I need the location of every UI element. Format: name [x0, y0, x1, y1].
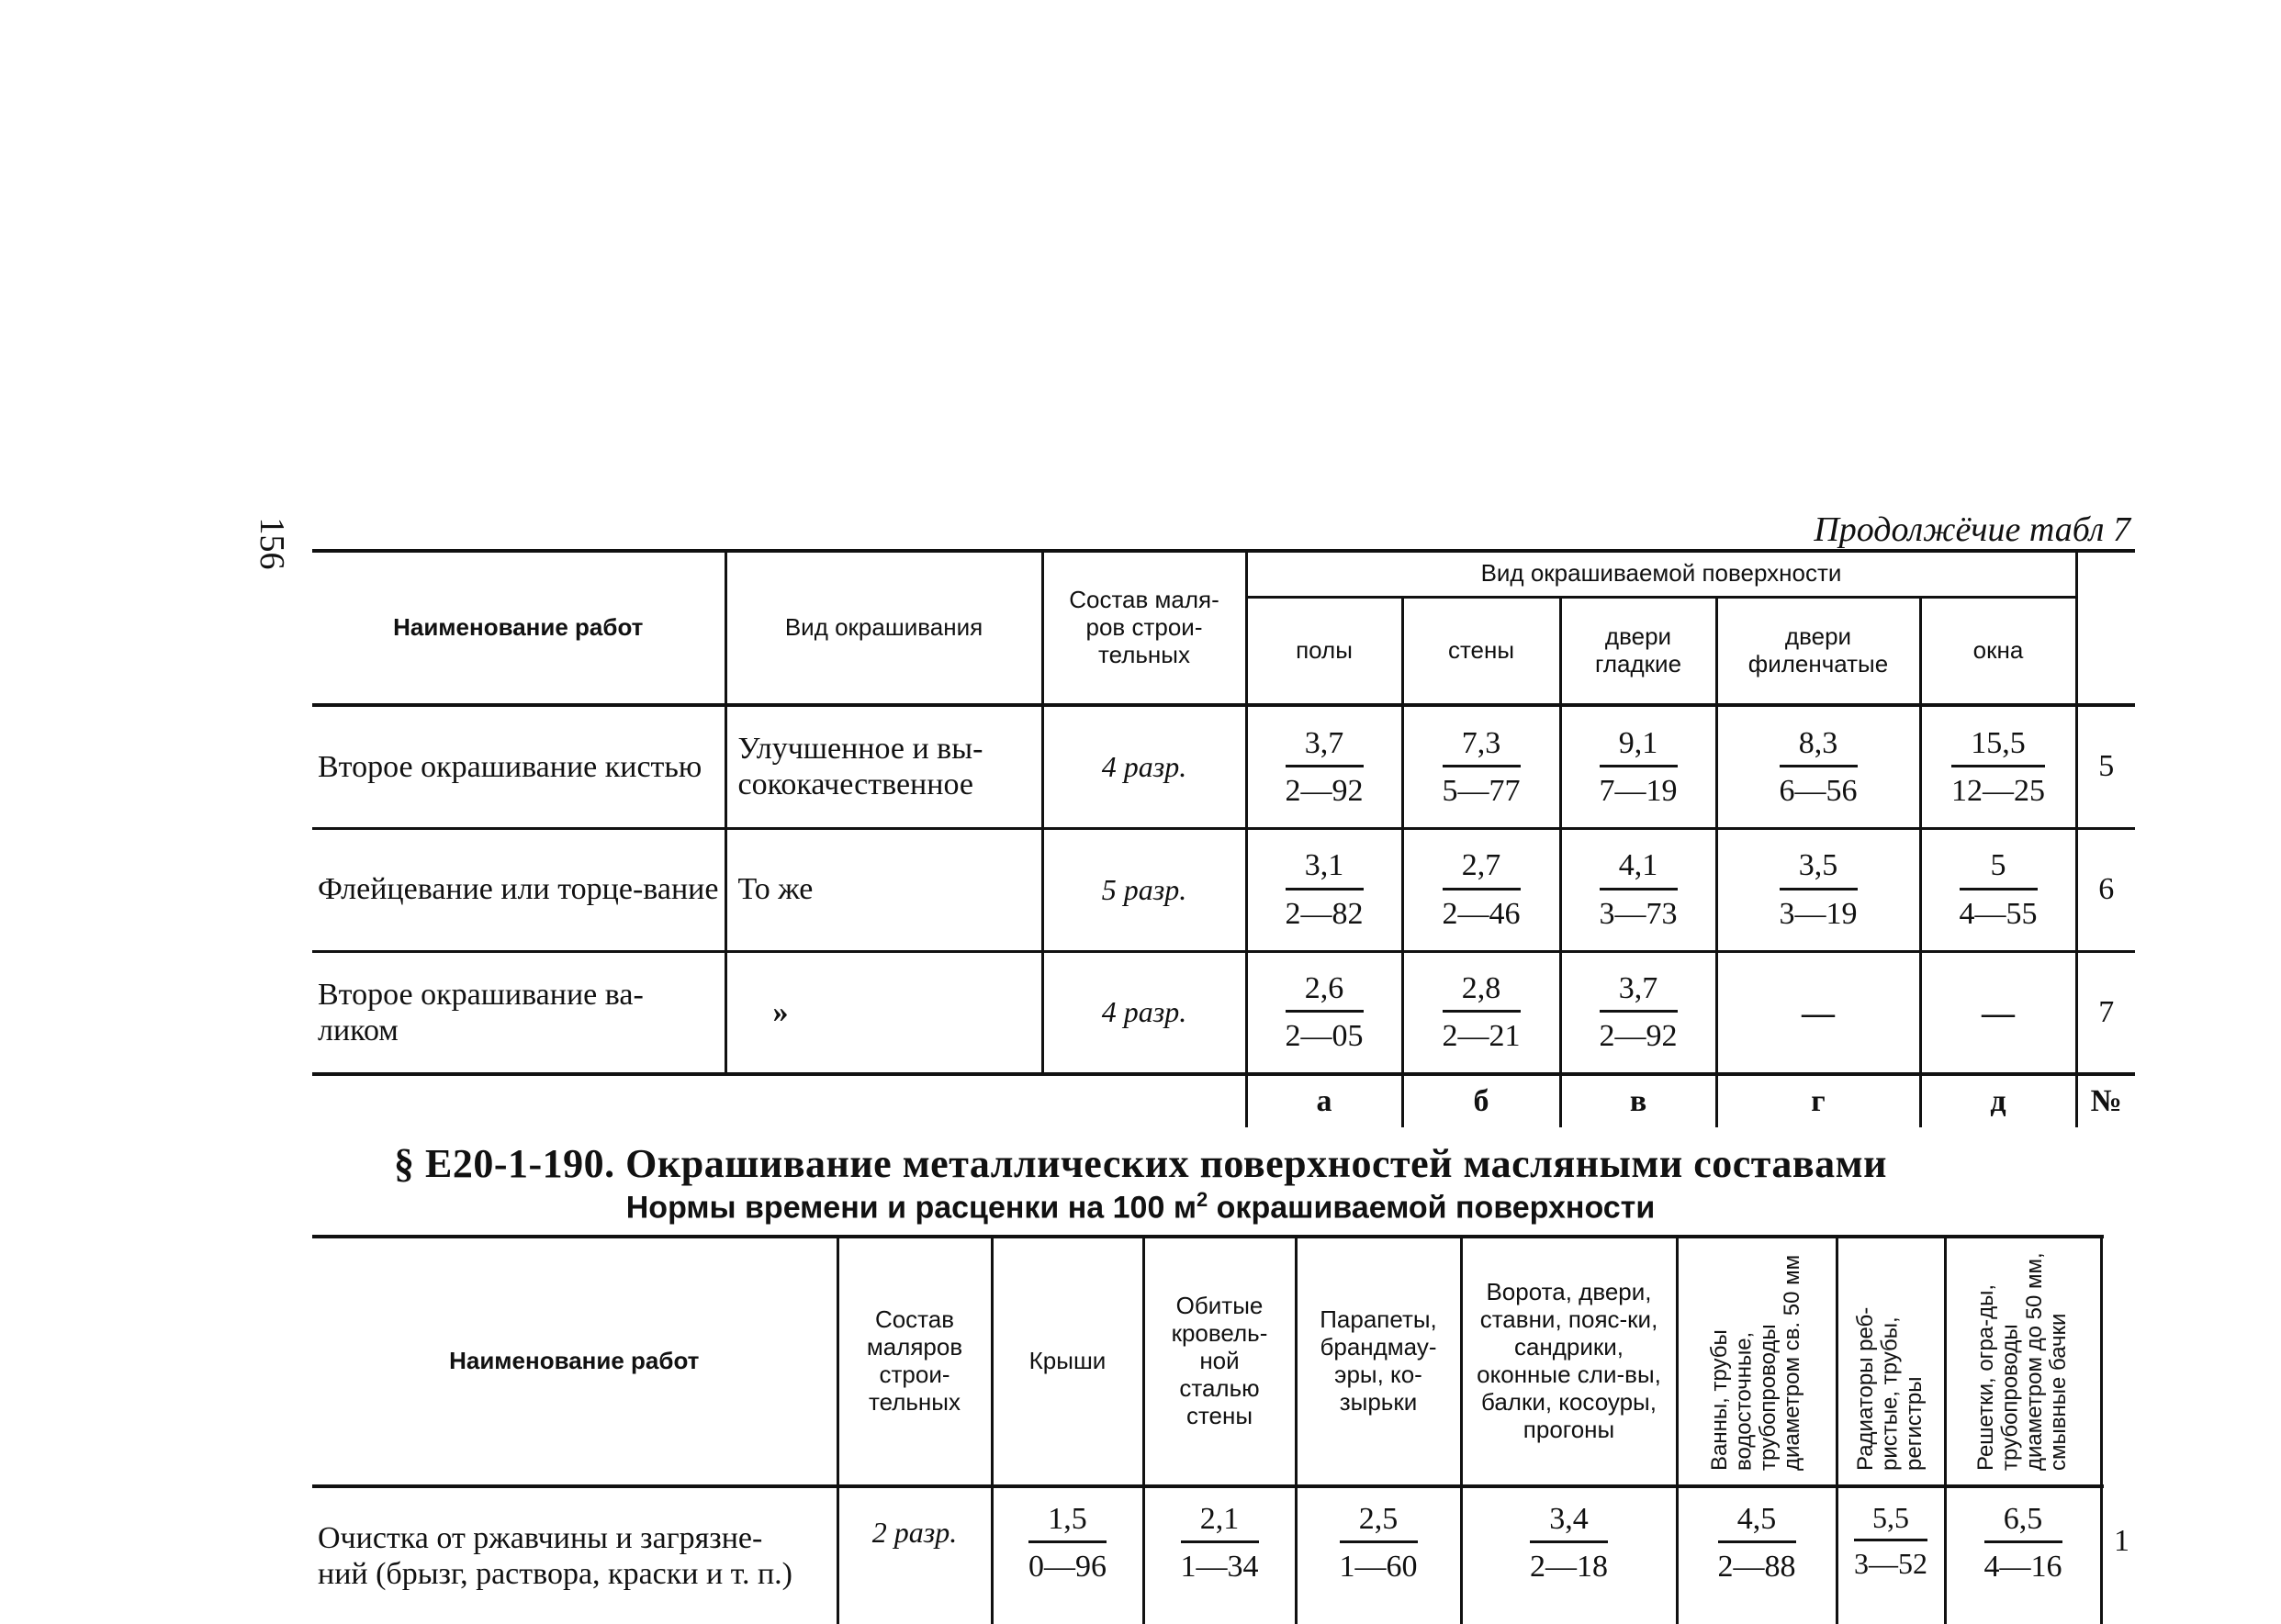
norm-fraction: $\frac{2,6}{2—05}$ [1285, 971, 1364, 1054]
crew-grade: 4 разр. [1042, 951, 1246, 1074]
column-letter: г [1716, 1074, 1920, 1127]
norm-fraction: $\frac{2,8}{2—21}$ [1442, 971, 1521, 1054]
column-letter: д [1920, 1074, 2076, 1127]
work-name: Второе окрашивание кистью [312, 705, 725, 828]
header-radiators: Радиаторы реб-ристые, трубы, регистры [1853, 1306, 1927, 1471]
table-row [312, 951, 2135, 1074]
header-grilles: Решетки, огра-ды, трубопроводы диаметром до 50 мм, смывные бачки [1973, 1252, 2072, 1471]
column-letter: в [1560, 1074, 1716, 1127]
header-surface-windows: окна [1920, 597, 2076, 705]
letters-row-blank [312, 1074, 1246, 1127]
norm-fraction: $\frac{3,7}{2—92}$ [1285, 725, 1364, 808]
work-name: Флейцевание или торце-вание [312, 828, 725, 951]
header-clad-walls: Обитые кровель-ной сталью стены [1143, 1237, 1296, 1486]
header-row-number-blank [2101, 1237, 2103, 1486]
norm-fraction: $\frac{7,3}{5—77}$ [1442, 725, 1521, 808]
header-gates-doors: Ворота, двери, ставни, пояс-ки, сандрики, оконные сли-вы, балки, косоуры, прогоны [1461, 1237, 1677, 1486]
row-number: 6 [2076, 828, 2135, 951]
row-number: 1 [2114, 1524, 2129, 1558]
header-roofs: Крыши [992, 1237, 1143, 1486]
header-surface-floors: полы [1246, 597, 1402, 705]
empty-value-dash: — [1716, 951, 1920, 1074]
header-crew: Состав маля-ров строи-тельных [1042, 551, 1246, 705]
header-work-name: Наименование работ [312, 551, 725, 705]
norm-fraction: $\frac{3,1}{2—82}$ [1285, 848, 1364, 931]
norm-fraction: $\frac{2,5}{1—60}$ [1339, 1502, 1418, 1585]
table-row [312, 828, 2135, 951]
table-row [312, 705, 2135, 828]
section-subtitle: Нормы времени и расценки на 100 $м^2$ окрашиваемой поверхности [625, 1188, 1656, 1226]
norm-fraction: $\frac{1,5}{0—96}$ [1028, 1502, 1107, 1585]
column-letter: б [1402, 1074, 1560, 1127]
table-continuation-label: Продолжёчие табл 7 [1814, 510, 2130, 549]
row-number: 5 [2076, 705, 2135, 828]
column-letter: а [1246, 1074, 1402, 1127]
norm-fraction: $\frac{6,5}{4—16}$ [1983, 1502, 2062, 1585]
painting-kind: То же [725, 828, 1042, 951]
work-name: Второе окрашивание ва-ликом [312, 951, 725, 1074]
norm-fraction: $\frac{4,5}{2—88}$ [1717, 1502, 1796, 1585]
header-painting-kind: Вид окрашивания [725, 551, 1042, 705]
number-symbol: № [2090, 1084, 2122, 1118]
row-number: 7 [2076, 951, 2135, 1074]
section-title: § Е20-1-190. Окрашивание металлических поверхностей масляными составами [394, 1141, 1887, 1186]
header-baths-pipes: Ванны, трубы водосточные, трубопроводы диаметром св. 50 мм [1707, 1254, 1805, 1471]
norm-fraction: $\frac{8,3}{6—56}$ [1779, 725, 1858, 808]
norm-fraction: $\frac{5}{4—55}$ [1959, 848, 2038, 931]
norm-fraction: $\frac{2,7}{2—46}$ [1442, 848, 1521, 931]
crew-grade: 5 разр. [1042, 828, 1246, 951]
header-surface-smooth-doors: двери гладкие [1560, 597, 1716, 705]
crew-grade: 4 разр. [1042, 705, 1246, 828]
header-surface-walls: стены [1402, 597, 1560, 705]
norm-fraction: $\frac{3,5}{3—19}$ [1779, 848, 1858, 931]
painting-kind: » [725, 951, 1042, 1074]
norms-table-continued [312, 549, 2135, 1127]
crew-grade: 2 разр. [837, 1486, 992, 1624]
header-row-number-blank [2076, 551, 2135, 705]
norm-fraction: $\frac{5,5}{3—52}$ [1854, 1501, 1927, 1580]
norm-fraction: $\frac{3,7}{2—92}$ [1599, 971, 1678, 1054]
empty-value-dash: — [1920, 951, 2076, 1074]
norm-fraction: $\frac{4,1}{3—73}$ [1599, 848, 1678, 931]
header-crew: Состав маляров строи-тельных [837, 1237, 992, 1486]
work-name: Очистка от ржавчины и загрязне-ний (брызг, раствора, краски и т. п.) [312, 1486, 837, 1624]
row-number-cell [2101, 1486, 2103, 1624]
painting-kind: Улучшенное и вы-сококачественное [725, 705, 1042, 828]
norm-fraction: $\frac{9,1}{7—19}$ [1599, 725, 1678, 808]
metal-painting-norms-table [312, 1235, 2103, 1624]
norm-fraction: $\frac{2,1}{1—34}$ [1180, 1502, 1259, 1585]
header-surface-group: Вид окрашиваемой поверхности [1246, 551, 2076, 597]
page-number: 156 [253, 517, 291, 570]
header-work-name: Наименование работ [312, 1237, 837, 1486]
norm-fraction: $\frac{15,5}{12—25}$ [1951, 725, 2045, 808]
header-surface-panel-doors: двери филенчатые [1716, 597, 1920, 705]
header-parapets: Парапеты, брандмау-эры, ко-зырьки [1296, 1237, 1461, 1486]
norm-fraction: $\frac{3,4}{2—18}$ [1530, 1502, 1608, 1585]
table-row [312, 1486, 2103, 1624]
